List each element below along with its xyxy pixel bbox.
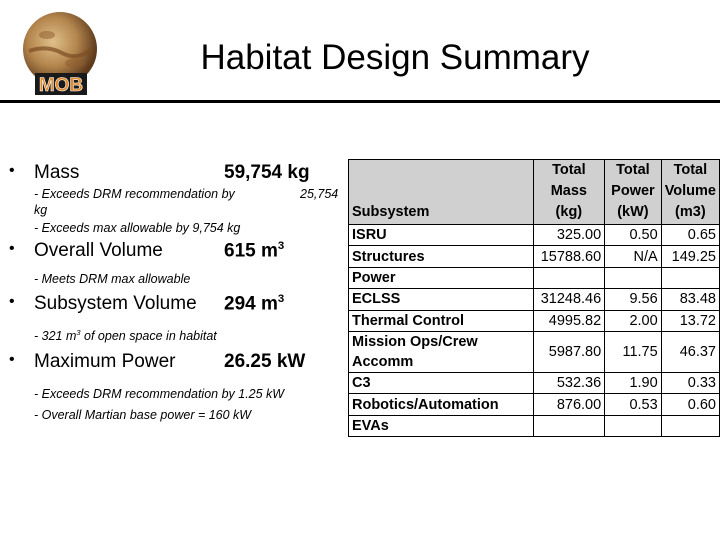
bullet-note: - Overall Martian base power = 160 kW <box>34 408 252 422</box>
table-row <box>349 331 720 372</box>
table-row <box>349 246 720 267</box>
cell-power: 0.50 <box>605 225 662 246</box>
table-row <box>349 372 720 393</box>
bullet-note: - Exceeds max allowable by 9,754 kg <box>34 221 241 235</box>
cell-mass: 5987.80 <box>533 331 605 372</box>
header-subsystem: Subsystem <box>349 160 534 225</box>
header-total-mass: Total Mass (kg) <box>533 160 605 225</box>
cell-subsystem: EVAs <box>349 415 534 436</box>
cell-subsystem: Thermal Control <box>349 310 534 331</box>
cell-mass: 15788.60 <box>533 246 605 267</box>
cell-volume: 0.33 <box>661 372 719 393</box>
cell-volume <box>661 415 719 436</box>
page-title: Habitat Design Summary <box>200 38 590 77</box>
table-row <box>349 267 720 288</box>
header-total-volume: Total Volume (m3) <box>661 160 719 225</box>
cell-mass: 4995.82 <box>533 310 605 331</box>
cell-subsystem: C3 <box>349 372 534 393</box>
cell-power: 0.53 <box>605 394 662 415</box>
bullet-value: 294 $m^3$ <box>224 293 285 315</box>
cell-power: 11.75 <box>605 331 662 372</box>
cell-mass: 325.00 <box>533 225 605 246</box>
cell-power <box>605 415 662 436</box>
mars-logo <box>17 11 103 97</box>
cell-volume: 46.37 <box>661 331 719 372</box>
subsystem-table <box>348 159 720 437</box>
cell-volume <box>661 267 719 288</box>
table-row <box>349 225 720 246</box>
cell-subsystem: Power <box>349 267 534 288</box>
bullet-icon: • <box>9 240 15 257</box>
bullet-value: 26.25 kW <box>224 351 306 372</box>
cell-subsystem: Mission Ops/Crew Accomm <box>349 331 534 372</box>
bullet-value: 615 $m^3$ <box>224 240 285 262</box>
cell-volume: 0.65 <box>661 225 719 246</box>
table-row <box>349 289 720 310</box>
header-total-power: Total Power (kW) <box>605 160 662 225</box>
cell-power: 1.90 <box>605 372 662 393</box>
bullet-label: Maximum Power <box>34 351 176 372</box>
bullet-note: - 321 $m^3$ of open space in habitat <box>34 328 217 344</box>
cell-mass: 31248.46 <box>533 289 605 310</box>
bullet-note: - Exceeds DRM recommendation by 1.25 kW <box>34 387 285 401</box>
cell-subsystem: Structures <box>349 246 534 267</box>
title-divider <box>0 100 720 103</box>
bullet-icon: • <box>9 351 15 368</box>
cell-subsystem: ISRU <box>349 225 534 246</box>
bullet-note: 25,754 <box>300 187 339 201</box>
cell-power: 9.56 <box>605 289 662 310</box>
cell-subsystem: ECLSS <box>349 289 534 310</box>
cell-mass <box>533 267 605 288</box>
bullet-label: Overall Volume <box>34 240 163 261</box>
bullet-icon: • <box>9 162 15 179</box>
cell-power: 2.00 <box>605 310 662 331</box>
bullet-icon: • <box>9 293 15 310</box>
cell-power: N/A <box>605 246 662 267</box>
bullet-value: 59,754 kg <box>224 162 310 183</box>
cell-volume: 149.25 <box>661 246 719 267</box>
bullet-note: - Meets DRM max allowable <box>34 272 191 286</box>
logo-text: MOB <box>38 75 84 96</box>
bullet-label: Mass <box>34 162 80 183</box>
cell-power <box>605 267 662 288</box>
cell-volume: 0.60 <box>661 394 719 415</box>
cell-mass: 532.36 <box>533 372 605 393</box>
bullet-note: - Exceeds DRM recommendation by <box>34 187 235 201</box>
cell-volume: 13.72 <box>661 310 719 331</box>
bullet-note: kg <box>34 203 48 217</box>
cell-volume: 83.48 <box>661 289 719 310</box>
cell-subsystem: Robotics/Automation <box>349 394 534 415</box>
cell-mass: 876.00 <box>533 394 605 415</box>
table-row <box>349 394 720 415</box>
bullet-label: Subsystem Volume <box>34 293 197 314</box>
table-row <box>349 310 720 331</box>
table-header-row <box>349 160 720 225</box>
table-row <box>349 415 720 436</box>
cell-mass <box>533 415 605 436</box>
